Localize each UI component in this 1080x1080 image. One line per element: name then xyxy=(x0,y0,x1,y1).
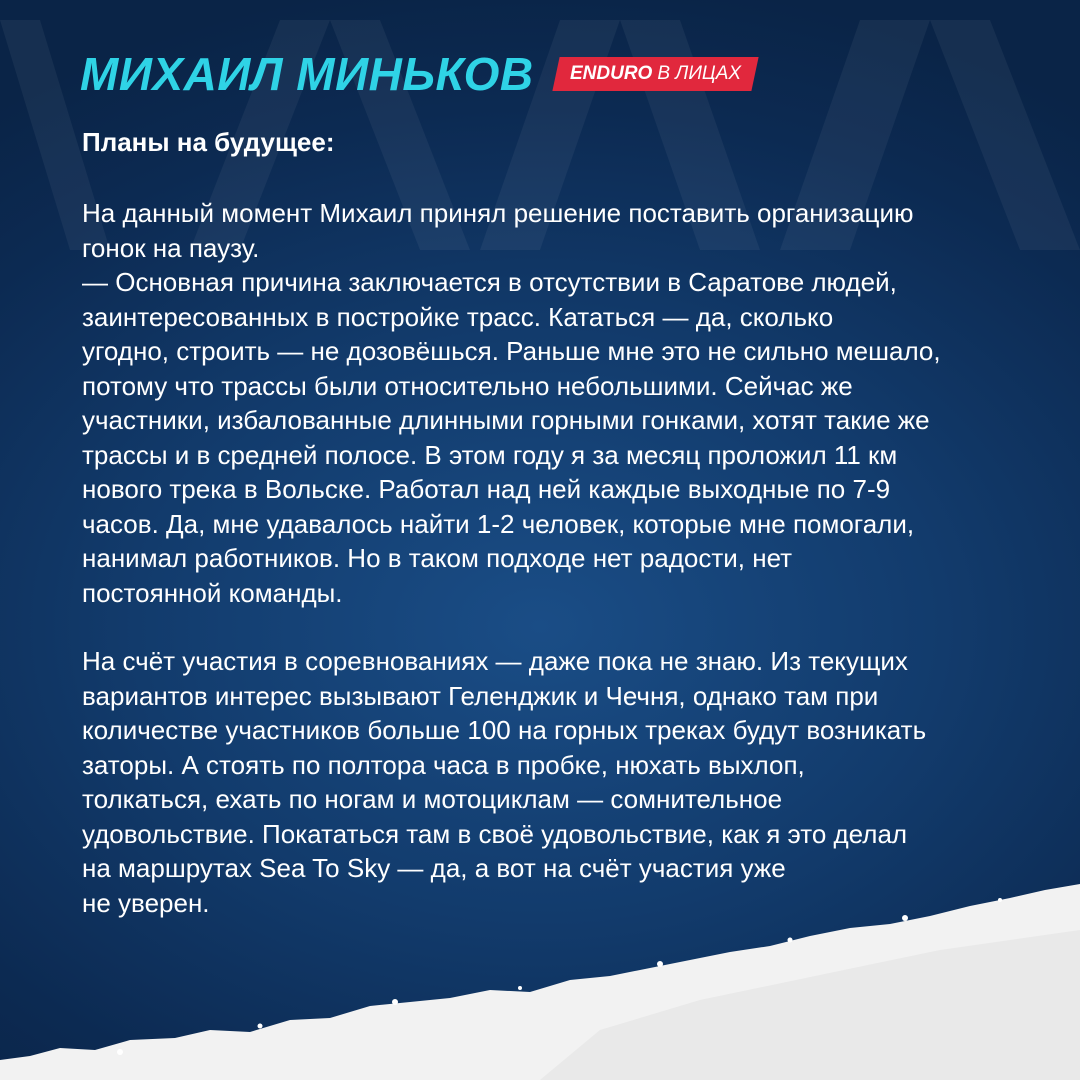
text-line: нового трека в Вольске. Работал над ней каждые выходные по 7-9 xyxy=(82,474,891,504)
header xyxy=(80,44,755,104)
spacer xyxy=(82,162,1022,196)
series-badge xyxy=(552,57,758,91)
text-line: толкаться, ехать по ногам и мотоциклам — сомнительное xyxy=(82,784,783,814)
text-line: не уверен. xyxy=(82,887,210,918)
text-line: На данный момент Михаил принял решение поставить организацию xyxy=(82,198,914,228)
paragraph-2 xyxy=(82,644,1022,920)
text-line: участники, избалованные длинными горными гонками, хотят такие же xyxy=(82,405,930,435)
text-line: трассы и в средней полосе. В этом году я за месяц проложил 11 км xyxy=(82,439,898,470)
article-body xyxy=(82,122,1022,920)
spacer xyxy=(82,610,1022,644)
text-line: нанимал работников. Но в таком подходе нет радости, нет xyxy=(82,543,793,573)
series-badge-caption: В ЛИЦАХ xyxy=(656,63,741,84)
text-line: На счёт участия в соревнованиях — даже пока не знаю. Из текущих xyxy=(82,646,908,676)
text-line: гонок на паузу. xyxy=(82,232,260,263)
text-line: — Основная причина заключается в отсутствии в Саратове людей, xyxy=(82,267,897,297)
text-line: на маршрутах Sea To Sky — да, а вот на счёт участия уже xyxy=(82,853,786,883)
text-line: удовольствие. Покататься там в своё удовольствие, как я это делал xyxy=(82,818,908,849)
page-title: МИХАИЛ МИНЬКОВ xyxy=(80,48,534,100)
text-line: постоянной команды. xyxy=(82,577,343,608)
paragraph-1 xyxy=(82,196,1022,610)
text-line: количестве участников больше 100 на горных треках будут возникать xyxy=(82,715,927,745)
section-subtitle: Планы на будущее: xyxy=(82,127,335,157)
text-line: заторы. А стоять по полтора часа в пробке, нюхать выхлоп, xyxy=(82,749,805,780)
series-badge-brand: ENDURO xyxy=(569,63,652,84)
white-paint-splash-decoration xyxy=(0,880,1080,1080)
text-line: часов. Да, мне удавалось найти 1-2 человек, которые мне помогали, xyxy=(82,508,915,539)
text-line: вариантов интерес вызывают Геленджик и Чечня, однако там при xyxy=(82,680,879,711)
text-line: заинтересованных в постройке трасс. Кататься — да, сколько xyxy=(82,301,834,332)
text-line: угодно, строить — не дозовёшься. Раньше мне это не сильно мешало, xyxy=(82,336,941,366)
text-line: потому что трассы были относительно небольшими. Сейчас же xyxy=(82,370,853,401)
series-badge-text xyxy=(570,57,741,91)
